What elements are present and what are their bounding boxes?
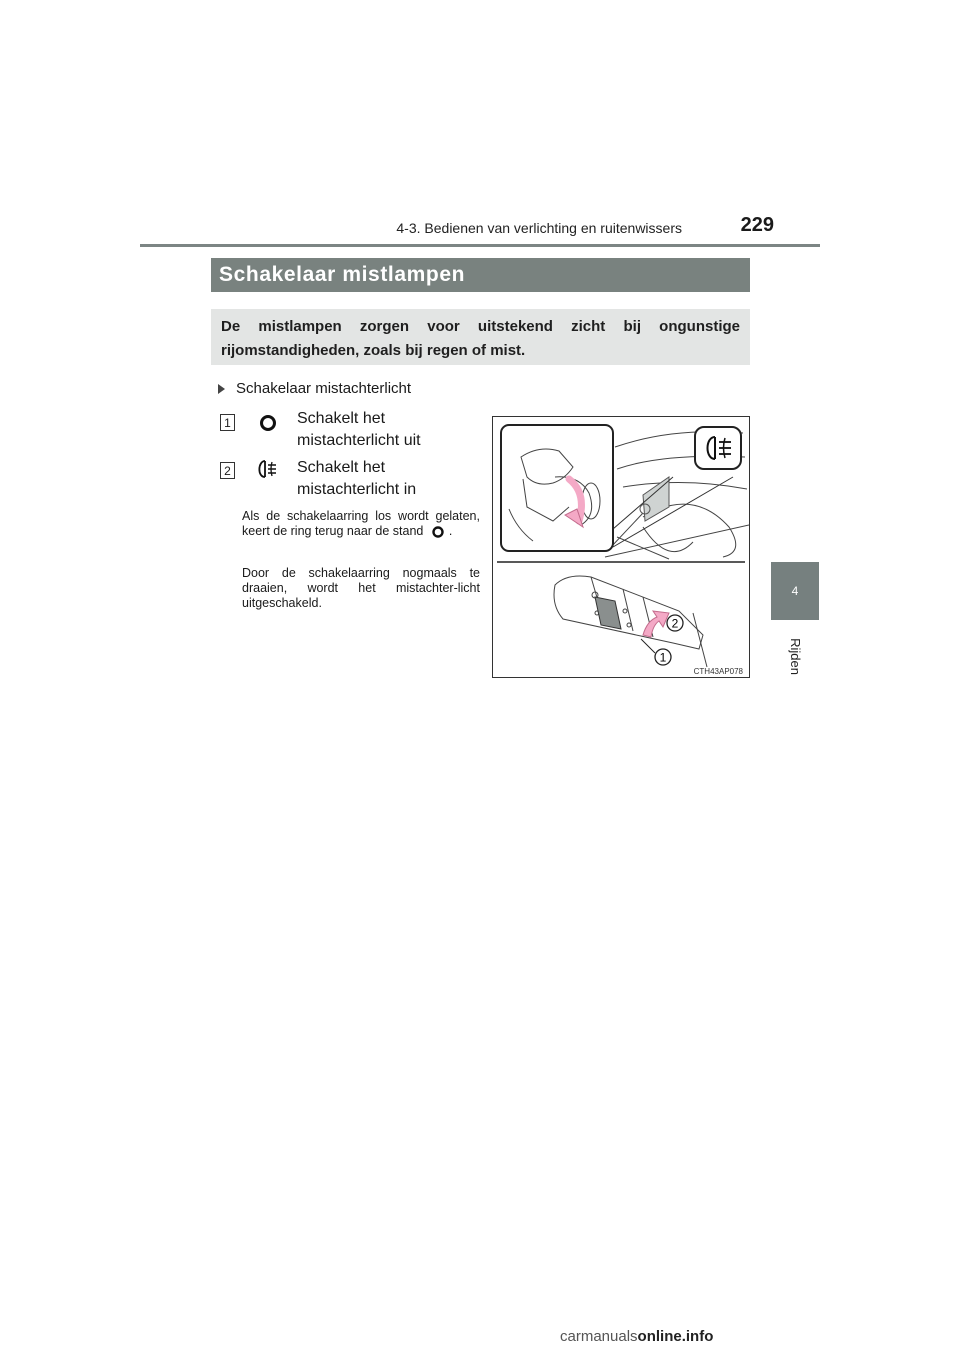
note-return-ring-end: . — [448, 524, 453, 538]
note-return-ring — [242, 509, 480, 539]
chapter-tab-number: 4 — [791, 584, 799, 598]
page-number: 229 — [740, 214, 774, 236]
rear-fog-light-icon — [254, 458, 282, 480]
option-text-2: Schakelt het mistachterlicht in — [297, 459, 417, 498]
footer-watermark[interactable] — [560, 1328, 713, 1345]
note-return-ring-text: Als de schakelaarring los wordt gelaten, keert de ring terug naar de stand — [242, 509, 480, 538]
intro-box: De mistlampen zorgen voor uitstekend zicht bij ongunstige rijomstandigheden, zoals bij regen of mist. — [211, 309, 750, 365]
option-text-1: Schakelt het mistachterlicht uit — [297, 410, 421, 449]
figure-code: CTH43AP078 — [693, 667, 743, 676]
chapter-tab[interactable] — [771, 562, 819, 620]
section-title: Schakelaar mistlampen — [211, 258, 750, 292]
header-rule — [140, 244, 820, 247]
callout-2: 2 — [671, 616, 679, 631]
chapter-title: 4-3. Bedienen van verlichting en ruitenwissers — [396, 220, 682, 236]
watermark-suffix: online.info — [637, 1328, 714, 1345]
fog-light-off-icon — [429, 525, 447, 539]
bullet-triangle-icon — [218, 384, 225, 394]
switch-illustration-drawing — [493, 417, 749, 677]
switch-heading — [218, 380, 411, 397]
switch-illustration — [492, 416, 750, 678]
option-number-2: 2 — [220, 462, 235, 479]
fog-light-off-icon — [254, 412, 282, 434]
note-turn-off: Door de schakelaarring nogmaals te draaien, wordt het mistachter-licht uitgeschakeld. — [242, 566, 480, 610]
watermark-prefix: carmanuals — [560, 1328, 638, 1345]
switch-heading-text: Schakelaar mistachterlicht — [236, 380, 412, 397]
callout-1: 1 — [659, 650, 667, 665]
option-number-1: 1 — [220, 414, 235, 431]
chapter-tab-label: Rijden — [787, 637, 803, 675]
